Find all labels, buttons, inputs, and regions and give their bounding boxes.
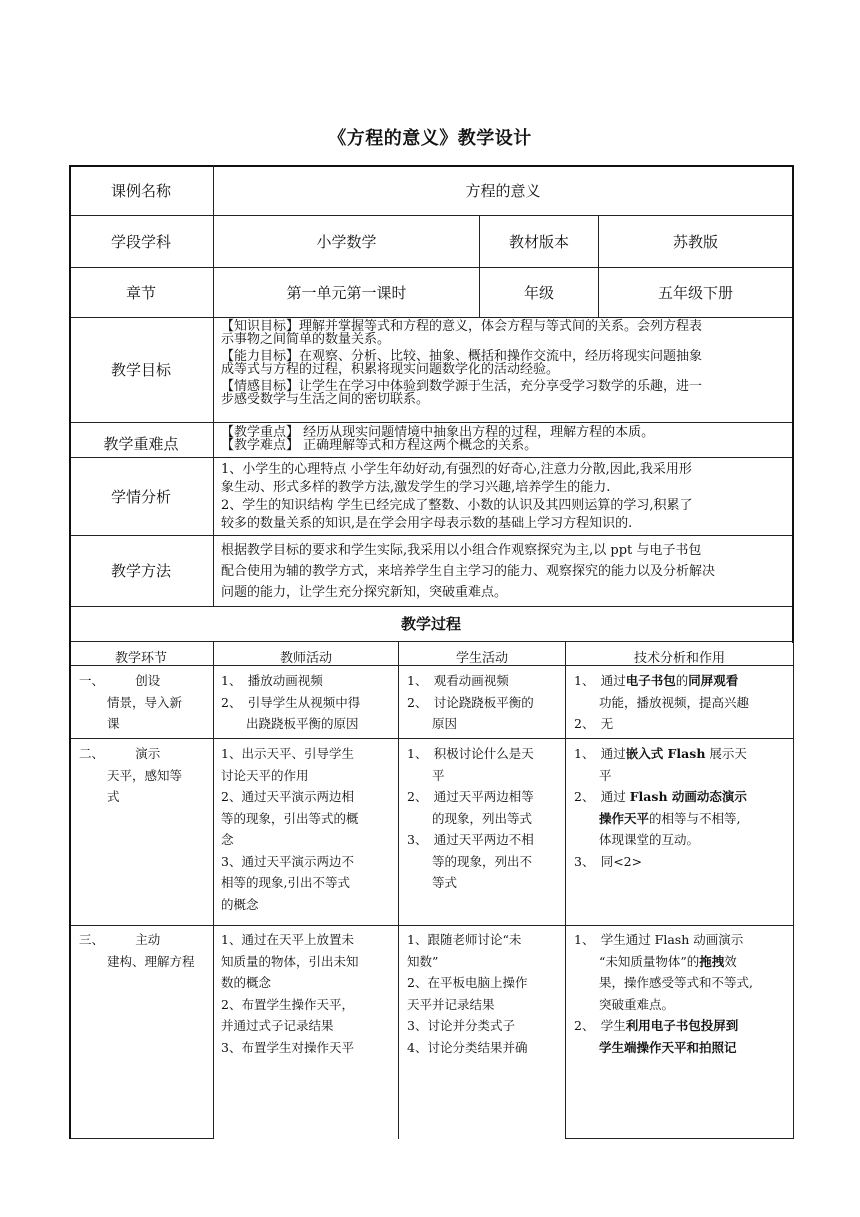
tech-line (574, 829, 792, 851)
student-line: 知数” (407, 953, 439, 969)
method-line: 问题的能力，让学生充分探究新知，突破重难点。 (221, 585, 508, 600)
edition-value: 苏教版 (672, 232, 718, 251)
header-stage: 教学环节 (114, 651, 167, 666)
student-cell (407, 929, 563, 1058)
teacher-line: 出跷跷板平衡的原因 (221, 716, 359, 731)
teacher-line: 的概念 (221, 896, 259, 912)
stage-line: 一、 创设 (79, 673, 161, 688)
stage-line: 课 (107, 716, 120, 731)
process-title: 教学过程 (400, 615, 461, 633)
tech-text-bold: 嵌入式 Flash (625, 746, 706, 761)
tech-cell (574, 743, 792, 872)
stage-cell (79, 670, 209, 735)
analysis-line: 2、学生的知识结构 学生已经完成了整数、小数的认识及其四则运算的学习,积累了 (221, 498, 693, 513)
chapter-value: 第一单元第一课时 (286, 283, 407, 302)
grade-value: 五年级下册 (657, 283, 733, 302)
tech-text (574, 811, 599, 826)
analysis-line: 1、小学生的心理特点 小学生年幼好动,有强烈的好奇心,注意力分散,因此,我采用形 (221, 462, 692, 477)
edition-label: 教材版本 (508, 232, 569, 251)
tech-text-bold: 学生端操作天平和拍照记 (599, 1039, 737, 1055)
tech-text-bold: 操作天平 (599, 810, 650, 826)
analysis-text (221, 461, 791, 533)
student-line: 原因 (407, 716, 458, 731)
tech-line (574, 972, 792, 994)
tech-text: 2、 无 (574, 716, 614, 731)
chapter-label: 章节 (125, 283, 156, 302)
teacher-cell (221, 743, 397, 915)
tech-text: 1、 学生通过 Flash 动画演示 (574, 932, 744, 947)
teacher-line: 1、通过在天平上放置未 (221, 932, 354, 947)
tech-line (574, 808, 792, 830)
tech-text-bold: 电子书包 (625, 673, 676, 688)
tech-line (574, 670, 792, 692)
tech-text-bold: 利用电子书包投屏到 (625, 1018, 739, 1033)
page-title: 《方程的意义》教学设计 (328, 128, 532, 149)
lesson-plan-table (69, 165, 794, 1139)
stage-line: 情景，导入新 (107, 694, 183, 710)
tech-line (574, 994, 792, 1016)
teacher-line: 知质量的物体，引出未知 (221, 953, 359, 969)
tech-text-bold: 同屏观看 (688, 673, 739, 688)
objectives-label: 教学目标 (110, 361, 171, 379)
tech-text: 1、 通过 (574, 746, 626, 761)
stage-cell (79, 929, 213, 972)
tech-text-bold: 拖拽 (699, 953, 725, 969)
teacher-line: 3、通过天平演示两边不 (221, 853, 354, 869)
teacher-line: 2、通过天平演示两边相 (221, 789, 354, 804)
objectives-text (221, 320, 791, 406)
method-line: 根据教学目标的要求和学生实际,我采用以小组合作观察探究为主,以 ppt 与电子书包 (221, 543, 702, 558)
stage-cell (79, 743, 209, 808)
keypoints-label: 教学重难点 (103, 434, 179, 453)
teacher-line: 1、 播放动画视频 (221, 673, 323, 688)
student-line: 等的现象，列出不 (407, 853, 533, 869)
analysis-line: 象生动、形式多样的教学方法,激发学生的学习兴趣,培养学生的能力. (221, 480, 611, 495)
tech-line (574, 713, 792, 735)
tech-text: 2、 通过 (574, 789, 630, 804)
teacher-line: 数的概念 (221, 975, 272, 990)
analysis-label: 学情分析 (110, 487, 171, 506)
subject-value: 小学数学 (316, 232, 377, 251)
tech-text: 体现课堂的互动。 (574, 832, 700, 847)
course-name-value: 方程的意义 (465, 181, 541, 200)
tech-text: 功能，播放视频，提高兴趣 (574, 694, 750, 710)
tech-text: 2、 学生 (574, 1018, 626, 1033)
course-name-label: 课例名称 (110, 181, 171, 200)
teacher-line: 讨论天平的作用 (221, 767, 309, 783)
student-line: 1、跟随老师讨论“未 (407, 932, 522, 947)
tech-text-bold: Flash 动画动态演示 (629, 789, 747, 804)
objectives-line: 示事物之间简单的数量关系。 (221, 332, 391, 347)
keypoints-text (221, 426, 791, 452)
tech-text: 展示天 (705, 746, 747, 761)
student-line: 3、 通过天平两边不相 (407, 832, 534, 847)
tech-text-bold (574, 1040, 599, 1055)
tech-text: “未知质量物体”的 (574, 953, 700, 969)
tech-text: 1、 通过 (574, 673, 626, 688)
tech-text: 效 (724, 953, 737, 969)
method-line: 配合使用为辅的教学方式，来培养学生自主学习的能力、观察探究的能力以及分析解决 (221, 564, 716, 579)
teacher-line: 相等的现象,引出不等式 (221, 875, 350, 890)
stage-line: 式 (107, 789, 120, 804)
teacher-line: 1、出示天平、引导学生 (221, 746, 354, 761)
stage-line: 二、 演示 (79, 746, 161, 761)
objectives-line: 【知识目标】理解并掌握等式和方程的意义，体会方程与等式间的关系。会列方程表 (221, 319, 703, 334)
method-label: 教学方法 (110, 562, 171, 580)
tech-cell (574, 929, 792, 1058)
tech-text: 果，操作感受等式和不等式, (574, 975, 753, 990)
objectives-line: 成等式与方程的过程，积累将现实问题数学化的活动经验。 (221, 362, 560, 377)
student-line: 等式 (407, 875, 458, 890)
header-student: 学生活动 (455, 651, 508, 666)
tech-line (574, 765, 792, 787)
method-text (221, 540, 791, 603)
student-line: 天平并记录结果 (407, 996, 495, 1012)
stage-line: 天平，感知等 (107, 767, 183, 783)
keypoints-line: 【教学重点】 经历从现实问题情境中抽象出方程的过程，理解方程的本质。 (221, 425, 655, 440)
student-line: 2、 通过天平两边相等 (407, 789, 534, 804)
student-line: 1、 观看动画视频 (407, 673, 509, 688)
student-line: 平 (407, 767, 445, 783)
student-line: 1、 积极讨论什么是天 (407, 746, 534, 761)
tech-line (574, 743, 792, 765)
student-line: 4、讨论分类结果并确 (407, 1039, 528, 1055)
header-tech: 技术分析和作用 (633, 651, 725, 666)
tech-text: 平 (574, 767, 612, 783)
teacher-line: 等的现象，引出等式的概 (221, 810, 359, 826)
analysis-line: 较多的数量关系的知识,是在学会用字母表示数的基础上学习方程知识的. (221, 516, 633, 531)
stage-line: 三、 主动 (79, 932, 161, 947)
student-cell (407, 743, 563, 894)
keypoints-line: 【教学难点】 正确理解等式和方程这两个概念的关系。 (221, 438, 538, 453)
teacher-line: 2、布置学生操作天平， (221, 996, 354, 1012)
grade-label: 年级 (523, 283, 554, 302)
student-cell (407, 670, 563, 735)
student-line: 2、 讨论跷跷板平衡的 (407, 694, 534, 710)
tech-line (574, 692, 792, 714)
tech-line (574, 929, 792, 951)
tech-text: 的相等与不相等, (649, 810, 741, 826)
tech-line (574, 851, 792, 873)
tech-text: 突破重难点。 (574, 996, 675, 1012)
tech-text: 3、 同<2> (574, 853, 643, 869)
student-line: 3、讨论并分类式子 (407, 1018, 515, 1033)
header-teacher: 教师活动 (279, 651, 332, 666)
teacher-line: 念 (221, 832, 234, 847)
tech-line (574, 1015, 792, 1037)
tech-line (574, 951, 792, 973)
tech-cell (574, 670, 792, 735)
stage-line: 建构、理解方程 (107, 953, 195, 969)
teacher-cell (221, 929, 397, 1058)
teacher-cell (221, 670, 397, 735)
objectives-line: 步感受数学与生活之间的密切联系。 (221, 392, 430, 407)
tech-line (574, 786, 792, 808)
student-line: 的现象，列出等式 (407, 810, 533, 826)
subject-label: 学段学科 (110, 232, 171, 251)
teacher-line: 3、布置学生对操作天平 (221, 1039, 354, 1055)
objectives-line: 【情感目标】让学生在学习中体验到数学源于生活，充分享受学习数学的乐趣，进一 (221, 379, 703, 394)
teacher-line: 并通过式子记录结果 (221, 1018, 334, 1033)
objectives-line: 【能力目标】在观察、分析、比较、抽象、概括和操作交流中，经历将现实问题抽象 (221, 349, 703, 364)
tech-line (574, 1037, 792, 1059)
teacher-line: 2、 引导学生从视频中得 (221, 694, 361, 710)
student-line: 2、在平板电脑上操作 (407, 975, 528, 990)
tech-text: 的 (675, 673, 689, 688)
